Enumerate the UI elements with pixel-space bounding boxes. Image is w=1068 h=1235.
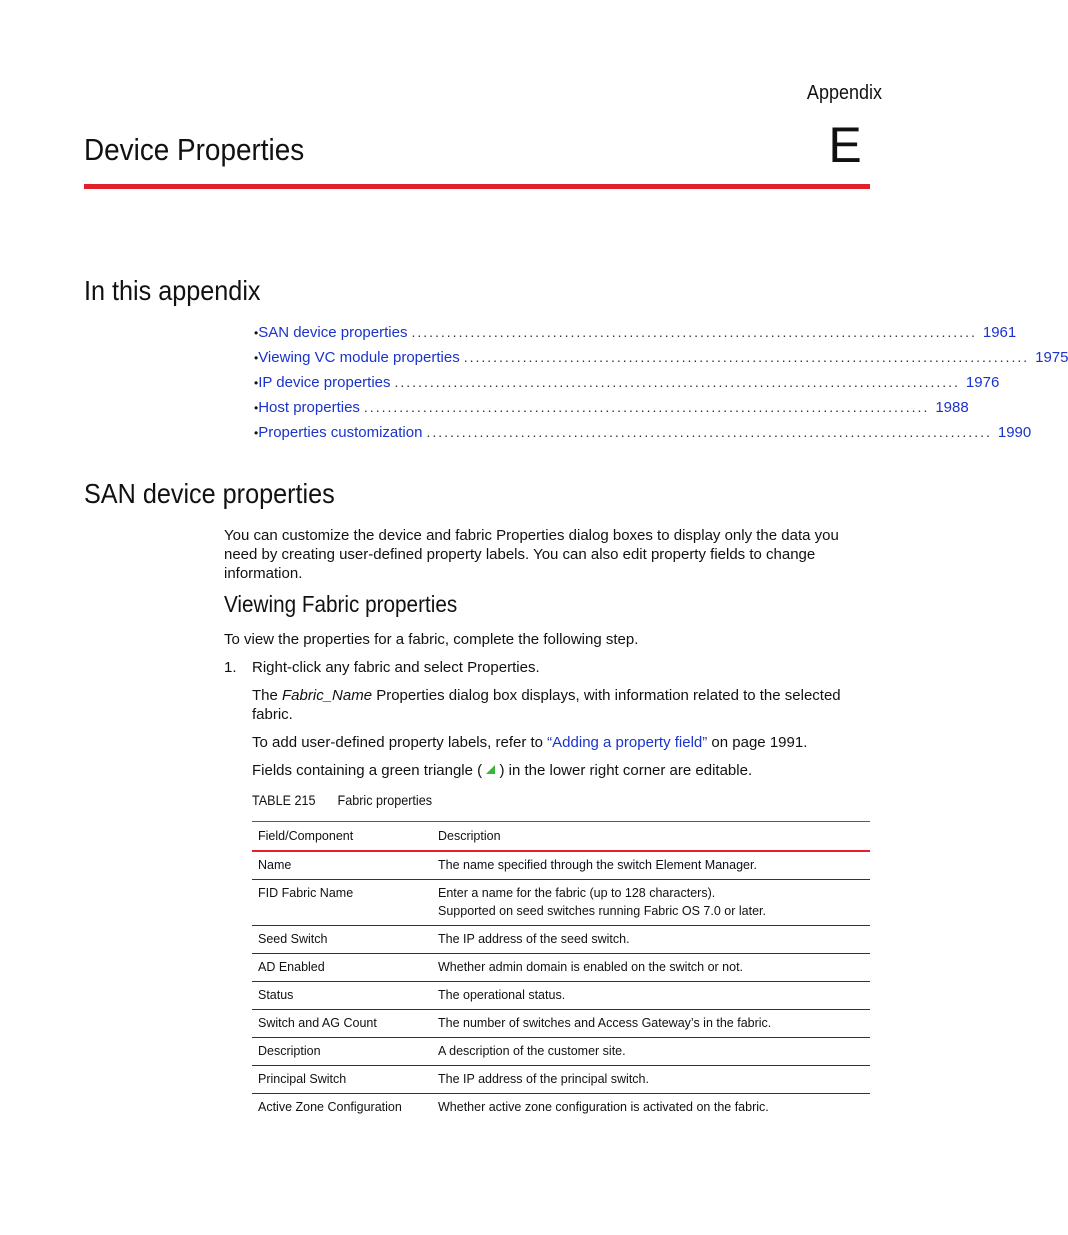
description-line: The number of switches and Access Gateway’s in the fabric. <box>438 1016 772 1030</box>
description-cell <box>432 880 870 926</box>
bullet-icon: • <box>254 401 259 415</box>
description-line: A description of the customer site. <box>438 1044 626 1058</box>
description-cell <box>432 954 870 982</box>
description-line: Supported on seed switches running Fabric OS 7.0 or later. <box>438 904 766 918</box>
step-number: 1. <box>224 659 237 676</box>
ui-term: Properties <box>496 527 565 544</box>
description-cell <box>432 1066 870 1094</box>
column-header: Description <box>432 822 870 852</box>
toc-leader: ................................................................................................ <box>463 349 1030 365</box>
text: dialog boxes to display only the data you need by creating user-defined property labels. You can also edit property fields to change information. <box>224 527 839 582</box>
toc-item[interactable] <box>254 370 1000 395</box>
table-row <box>252 851 870 880</box>
fabric-properties-table <box>252 821 870 1121</box>
description-line: The operational status. <box>438 988 566 1002</box>
text: ) in the lower right corner are editable. <box>499 762 753 779</box>
text: You can customize the device and fabric <box>224 527 497 544</box>
description-cell <box>432 851 870 880</box>
table-row <box>252 1094 870 1122</box>
fabric-lead-paragraph: To view the properties for a fabric, complete the following step. <box>224 631 639 648</box>
description-cell <box>432 1010 870 1038</box>
toc-leader: ................................................................................................ <box>411 324 977 340</box>
ui-term: Properties <box>372 687 445 704</box>
bullet-icon: • <box>254 351 259 365</box>
table-row <box>252 880 870 926</box>
adding-property-field-link[interactable]: “Adding a property field” <box>547 734 708 751</box>
toc-link[interactable]: IP device properties <box>258 374 391 391</box>
table-number: TABLE 215 <box>252 792 316 808</box>
result-paragraph <box>252 686 872 724</box>
toc-link[interactable]: Host properties <box>258 399 360 416</box>
toc-link[interactable]: Properties customization <box>258 424 423 441</box>
description-line: The name specified through the switch Element Manager. <box>438 858 757 872</box>
table-row <box>252 954 870 982</box>
toc-page-link[interactable]: 1961 <box>982 324 1017 341</box>
toc-page-link[interactable]: 1988 <box>935 399 969 416</box>
table-row <box>252 1010 870 1038</box>
description-cell <box>432 926 870 954</box>
table-row <box>252 1038 870 1066</box>
field-cell: Status <box>252 982 432 1010</box>
toc-item[interactable] <box>254 345 1068 370</box>
bullet-icon: • <box>254 326 259 340</box>
description-line: The IP address of the principal switch. <box>438 1072 649 1086</box>
toc-page-link[interactable]: 1975 <box>1035 349 1068 366</box>
text: The <box>252 687 283 704</box>
toc-page-link[interactable]: 1976 <box>965 374 1000 391</box>
in-this-appendix-heading: In this appendix <box>84 275 261 306</box>
text: . <box>535 659 540 676</box>
description-cell <box>432 982 870 1010</box>
table-caption <box>252 791 432 809</box>
toc-link[interactable]: Viewing VC module properties <box>258 349 460 366</box>
toc-page-link[interactable]: 1990 <box>997 424 1032 441</box>
toc-leader: ................................................................................................ <box>426 424 992 440</box>
text: To add user-defined property labels, refer to <box>252 734 548 751</box>
table-title: Fabric properties <box>337 792 433 808</box>
column-header: Field/Component <box>252 822 432 852</box>
text: dialog box displays, with information related to the selected fabric. <box>252 687 841 723</box>
san-intro-paragraph <box>224 526 874 583</box>
table-row <box>252 926 870 954</box>
appendix-letter: E <box>828 117 862 173</box>
field-cell: Name <box>252 851 432 880</box>
description-cell <box>432 1038 870 1066</box>
chapter-title: Device Properties <box>84 132 305 167</box>
green-triangle-icon <box>486 765 495 774</box>
toc-item[interactable] <box>254 395 969 420</box>
field-cell: Switch and AG Count <box>252 1010 432 1038</box>
ui-term: Properties <box>467 659 536 676</box>
field-cell: Active Zone Configuration <box>258 1100 402 1114</box>
description-line: Whether active zone configuration is activated on the fabric. <box>438 1100 769 1114</box>
variable-text: Fabric_Name <box>282 687 373 704</box>
viewing-fabric-heading: Viewing Fabric properties <box>224 591 458 617</box>
toc-item[interactable] <box>254 320 1017 345</box>
san-device-properties-heading: SAN device properties <box>84 478 335 509</box>
step-text <box>252 658 872 677</box>
text: Right-click any fabric and select <box>252 659 468 676</box>
toc-leader: ................................................................................................ <box>394 374 960 390</box>
bullet-icon: • <box>254 376 259 390</box>
field-cell: Seed Switch <box>252 926 432 954</box>
toc-item[interactable] <box>254 420 1032 445</box>
text: on page 1991. <box>707 734 808 751</box>
field-cell: Description <box>252 1038 432 1066</box>
description-line: Whether admin domain is enabled on the switch or not. <box>438 960 744 974</box>
description-cell <box>432 1094 870 1122</box>
toc-list <box>254 320 1068 445</box>
text: Fields containing a green triangle ( <box>252 762 483 779</box>
field-cell: Principal Switch <box>252 1066 432 1094</box>
field-cell: FID Fabric Name <box>252 880 432 926</box>
toc-leader: ................................................................................................ <box>363 399 930 415</box>
table-row <box>252 982 870 1010</box>
bullet-icon: • <box>254 426 259 440</box>
table-header-row <box>252 822 870 852</box>
description-line: Enter a name for the fabric (up to 128 characters). <box>438 886 716 900</box>
field-cell: AD Enabled <box>252 954 432 982</box>
add-label-paragraph <box>252 733 872 752</box>
editable-paragraph <box>252 761 872 780</box>
title-rule <box>84 184 870 189</box>
toc-link[interactable]: SAN device properties <box>258 324 408 341</box>
table-row <box>252 1066 870 1094</box>
appendix-label: Appendix <box>806 82 882 104</box>
description-line: The IP address of the seed switch. <box>438 932 630 946</box>
